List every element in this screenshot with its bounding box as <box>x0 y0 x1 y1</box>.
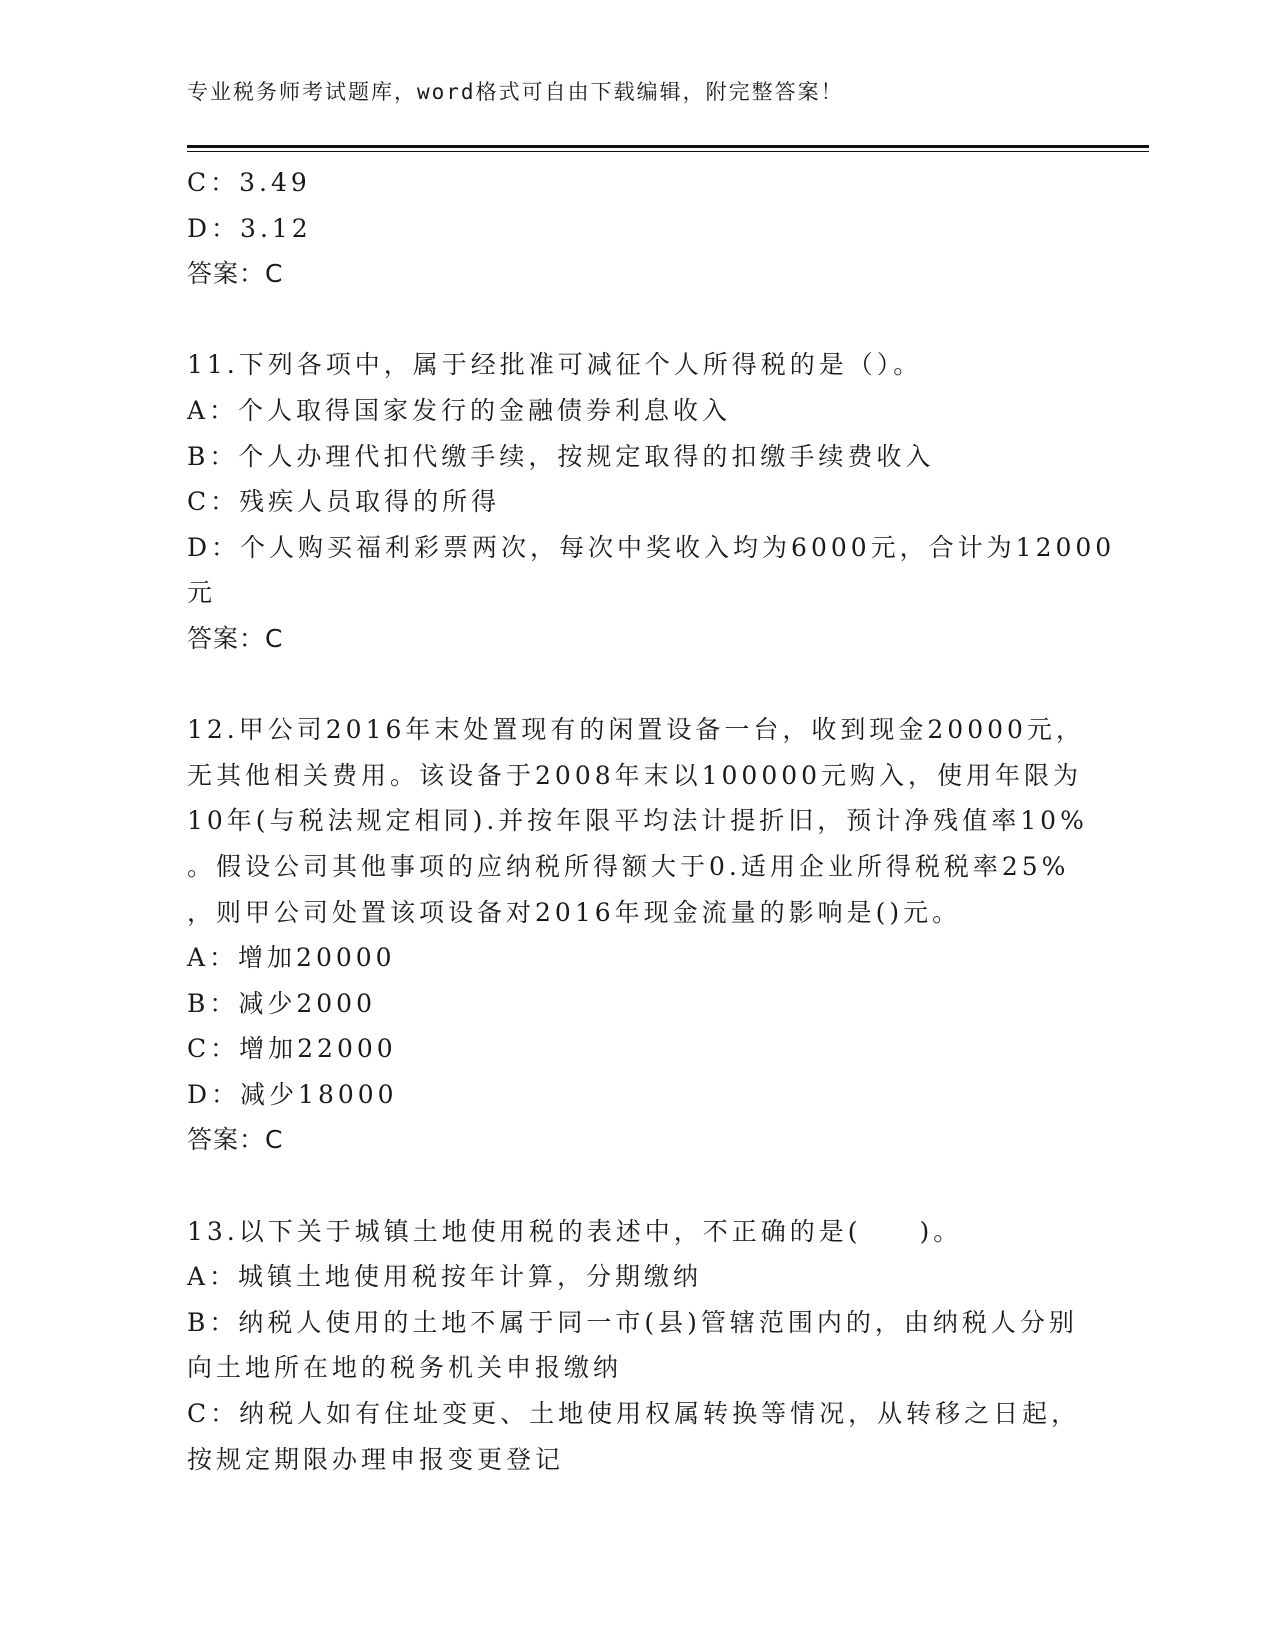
question-12-stem: 无其他相关费用。该设备于2008年末以100000元购入，使用年限为 <box>187 760 1083 790</box>
option-line: B：减少2000 <box>187 988 376 1018</box>
question-13-stem: 13.以下关于城镇土地使用税的表述中，不正确的是( )。 <box>187 1216 963 1246</box>
question-12-stem: 10年(与税法规定相同).并按年限平均法计提折旧，预计净残值率10% <box>187 806 1088 836</box>
question-11-stem: 11.下列各项中，属于经批准可减征个人所得税的是（）。 <box>187 350 923 380</box>
option-line-continued: 向土地所在地的税务机关申报缴纳 <box>187 1353 623 1383</box>
header-rule-thick <box>187 145 1149 148</box>
spacer <box>187 1163 1087 1209</box>
question-12-stem: ，则甲公司处置该项设备对2016年现金流量的影响是()元。 <box>187 897 962 927</box>
question-12-stem: 12.甲公司2016年末处置现有的闲置设备一台，收到现金20000元， <box>187 715 1085 745</box>
option-line: B：纳税人使用的土地不属于同一市(县)管辖范围内的，由纳税人分别 <box>187 1307 1078 1337</box>
option-line: D：减少18000 <box>187 1079 398 1109</box>
option-line: A：个人取得国家发行的金融债券利息收入 <box>187 395 732 425</box>
spacer <box>187 297 1087 343</box>
option-line-continued: 按规定期限办理申报变更登记 <box>187 1444 565 1474</box>
answer-line: 答案：C <box>187 1125 284 1155</box>
option-line: A：增加20000 <box>187 943 396 973</box>
option-line: C：3.49 <box>187 168 311 197</box>
question-12-stem: 。假设公司其他事项的应纳税所得额大于0.适用企业所得税税率25% <box>187 851 1070 881</box>
question-content <box>187 160 1116 1482</box>
spacer <box>187 662 1087 708</box>
option-line: C：纳税人如有住址变更、土地使用权属转换等情况，从转移之日起， <box>187 1399 1081 1429</box>
option-line: C：残疾人员取得的所得 <box>187 487 501 517</box>
option-line: D：3.12 <box>187 213 312 243</box>
header-rule-thin <box>187 151 1149 152</box>
answer-line: 答案：C <box>187 259 284 289</box>
option-line: C：增加22000 <box>187 1034 397 1064</box>
option-line: A：城镇土地使用税按年计算，分期缴纳 <box>187 1262 703 1292</box>
page-header: 专业税务师考试题库，word格式可自由下载编辑，附完整答案！ <box>187 80 844 104</box>
answer-line: 答案：C <box>187 623 284 653</box>
option-line: D：个人购买福利彩票两次，每次中奖收入均为6000元，合计为12000 <box>187 532 1116 562</box>
option-line: B：个人办理代扣代缴手续，按规定取得的扣缴手续费收入 <box>187 441 935 471</box>
option-line-continued: 元 <box>187 578 217 608</box>
